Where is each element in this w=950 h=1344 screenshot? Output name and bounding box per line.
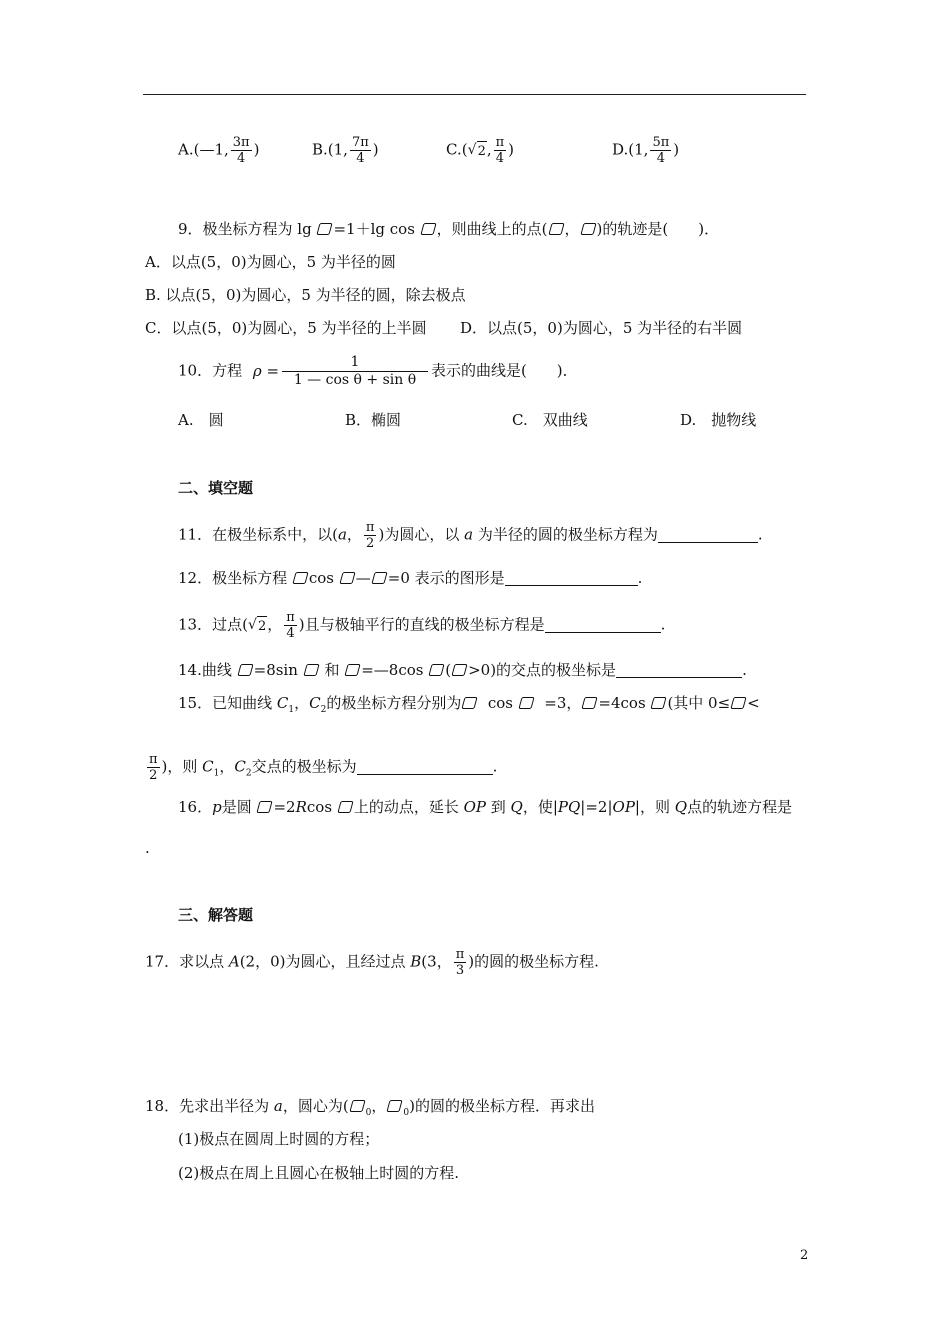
q8-option-c: C.(√ 2, $\frac{\pi}{4}$ ) [446, 135, 514, 166]
q8-option-d: D.(1, $\frac{5\pi}{4}$ ) [612, 135, 680, 166]
symbol-glyph [462, 697, 478, 709]
symbol-glyph [317, 223, 333, 235]
section-heading-answer: 三、解答题 [178, 906, 254, 924]
q10-option-b: B．椭圆 [345, 411, 402, 429]
header-rule [143, 94, 806, 95]
q12: 12．极坐标方程 cos — =0 表示的图形是 . [178, 569, 643, 587]
symbol-glyph [548, 223, 564, 235]
symbol-glyph [580, 223, 596, 235]
section-heading-fill-in: 二、填空题 [178, 479, 254, 497]
q13: 13．过点(√ 2， $\frac{\pi}{4}$ )且与极轴平行的直线的极坐标方程是 . [178, 610, 665, 641]
symbol-glyph [237, 664, 253, 676]
symbol-glyph [339, 572, 355, 584]
q9-option-c: C．以点(5，0)为圆心，5 为半径的上半圆 [145, 319, 427, 337]
q9-option-d: D．以点(5，0)为圆心，5 为半径的右半圆 [460, 319, 743, 337]
answer-blank[interactable] [616, 661, 742, 678]
symbol-glyph [387, 1100, 403, 1112]
symbol-glyph [303, 664, 319, 676]
q9-option-b: B. 以点(5，0)为圆心，5 为半径的圆，除去极点 [145, 286, 466, 304]
symbol-glyph [518, 697, 534, 709]
q17: 17．求以点 A(2，0)为圆心，且经过点 B(3， $\frac{\pi}{3}$ )的圆的极坐标方程. [145, 947, 599, 978]
q10-stem: 10．方程 ρ = $\frac{1}{\text{1 — cos θ + sin θ}}$ 表示的曲线是( )． [178, 354, 578, 388]
q18-sub1: (1)极点在圆周上时圆的方程； [178, 1130, 380, 1148]
q10-option-c: C. 双曲线 [512, 411, 588, 429]
symbol-glyph [420, 223, 436, 235]
symbol-glyph [349, 1100, 365, 1112]
answer-blank[interactable] [357, 758, 493, 775]
q16: 16．p是圆 =2Rcos 上的动点，延长 OP 到 Q，使|PQ|=2|OP|，则 Q点的轨迹方程是 [178, 798, 793, 816]
q8-option-b: B.(1, $\frac{7\pi}{4}$ ) [312, 135, 379, 166]
q9-stem: 9．极坐标方程为 lg =1＋lg cos ，则曲线上的点( ， )的轨迹是( )． [178, 220, 720, 238]
q16-end: . [145, 839, 150, 857]
answer-blank[interactable] [545, 616, 661, 633]
symbol-glyph [582, 697, 598, 709]
q10-option-d: D. 抛物线 [680, 411, 757, 429]
q18-sub2: (2)极点在周上且圆心在极轴上时圆的方程. [178, 1164, 460, 1182]
symbol-glyph [337, 801, 353, 813]
symbol-glyph [651, 697, 667, 709]
q11: 11．在极坐标系中，以(a， $\frac{\pi}{2}$ )为圆心，以 a 为半径的圆的极坐标方程为 . [178, 520, 763, 551]
answer-blank[interactable] [505, 569, 638, 586]
page-number: 2 [800, 1248, 809, 1263]
symbol-glyph [292, 572, 308, 584]
symbol-glyph [429, 664, 445, 676]
q14: 14.曲线 =8sin 和 =—8cos ( >0)的交点的极坐标是 . [178, 661, 747, 679]
q8-option-a: A.(—1, $\frac{3\pi}{4}$ ) [178, 135, 260, 166]
symbol-glyph [371, 572, 387, 584]
q15-line2: $\frac{\pi}{2}$ )，则 $C_1$，$C_2$交点的极坐标为 . [149, 752, 498, 783]
symbol-glyph [731, 697, 747, 709]
symbol-glyph [257, 801, 273, 813]
q15-line1: 15．已知曲线 $C_1$，$C_2$的极坐标方程分别为 cos =3， =4cos (其中 0≤ < [178, 694, 760, 715]
q10-option-a: A. 圆 [178, 411, 224, 429]
answer-blank[interactable] [658, 526, 758, 543]
symbol-glyph [451, 664, 467, 676]
q9-option-a: A．以点(5，0)为圆心，5 为半径的圆 [145, 253, 396, 271]
q18: 18．先求出半径为 a，圆心为( $_0$， $_0$)的圆的极坐标方程．再求出 [145, 1097, 596, 1118]
symbol-glyph [345, 664, 361, 676]
